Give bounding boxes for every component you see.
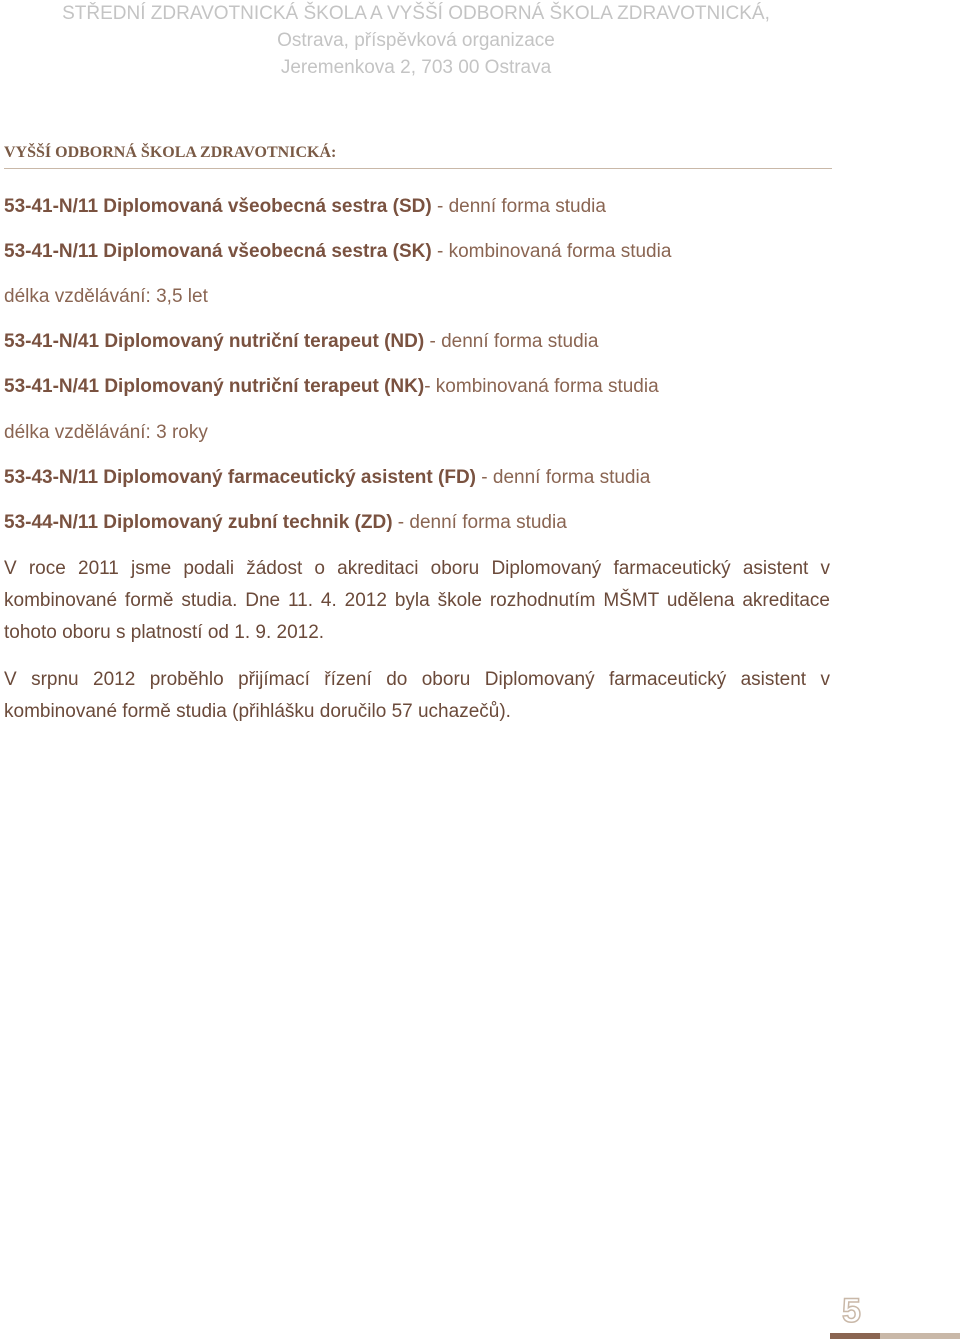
section-title: VYŠŠÍ ODBORNÁ ŠKOLA ZDRAVOTNICKÁ: bbox=[4, 144, 832, 169]
program-code-name: 53-41-N/41 Diplomovaný nutriční terapeut (ND) bbox=[4, 331, 425, 352]
program-line bbox=[4, 241, 832, 263]
program-code-name: 53-44-N/11 Diplomovaný zubní technik (ZD) bbox=[4, 512, 393, 533]
program-form: - denní forma studia bbox=[431, 196, 606, 217]
header-line-3: Jeremenkova 2, 703 00 Ostrava bbox=[280, 57, 552, 78]
program-code-name: 53-43-N/11 Diplomovaný farmaceutický asistent (FD) bbox=[4, 467, 477, 488]
program-line bbox=[4, 376, 832, 398]
footer-bar bbox=[830, 1333, 960, 1339]
program-line bbox=[4, 196, 832, 218]
program-code-name: 53-41-N/11 Diplomovaná všeobecná sestra (SD) bbox=[4, 196, 432, 217]
page-number-text: 5 bbox=[842, 1292, 861, 1330]
program-duration: délka vzdělávání: 3,5 let bbox=[4, 286, 208, 307]
page-number bbox=[838, 1290, 888, 1330]
program-line bbox=[4, 467, 832, 489]
program-code-name: 53-41-N/41 Diplomovaný nutriční terapeut (NK) bbox=[4, 376, 425, 397]
program-form: - denní forma studia bbox=[476, 467, 651, 488]
program-form: - kombinovaná forma studia bbox=[424, 376, 659, 397]
program-code-name: 53-41-N/11 Diplomovaná všeobecná sestra (SK) bbox=[4, 241, 432, 262]
admission-paragraph: V srpnu 2012 proběhlo přijímací řízení do oboru Diplomovaný farmaceutický asistent v kombinované formě studia (přihlášku doručilo 57 uchazečů). bbox=[4, 669, 830, 722]
program-line bbox=[4, 331, 832, 353]
program-form: - kombinovaná forma studia bbox=[431, 241, 672, 262]
program-line bbox=[4, 512, 832, 534]
school-header bbox=[0, 0, 832, 81]
program-duration: délka vzdělávání: 3 roky bbox=[4, 422, 208, 443]
header-line-1: STŘEDNÍ ZDRAVOTNICKÁ ŠKOLA A VYŠŠÍ ODBORNÁ ŠKOLA ZDRAVOTNICKÁ, bbox=[62, 3, 770, 24]
header-line-2: Ostrava, příspěvková organizace bbox=[277, 30, 555, 51]
footer-bar-light bbox=[880, 1333, 960, 1339]
page-number-graphic bbox=[838, 1290, 888, 1330]
accreditation-paragraph: V roce 2011 jsme podali žádost o akreditaci oboru Diplomovaný farmaceutický asistent v kombinované formě studia. Dne 11. 4. 2012 byla škole rozhodnutím MŠMT udělena akreditace tohoto oboru s platností od 1. 9. 2012. bbox=[4, 558, 830, 643]
program-form: - denní forma studia bbox=[424, 331, 599, 352]
program-form: - denní forma studia bbox=[392, 512, 567, 533]
